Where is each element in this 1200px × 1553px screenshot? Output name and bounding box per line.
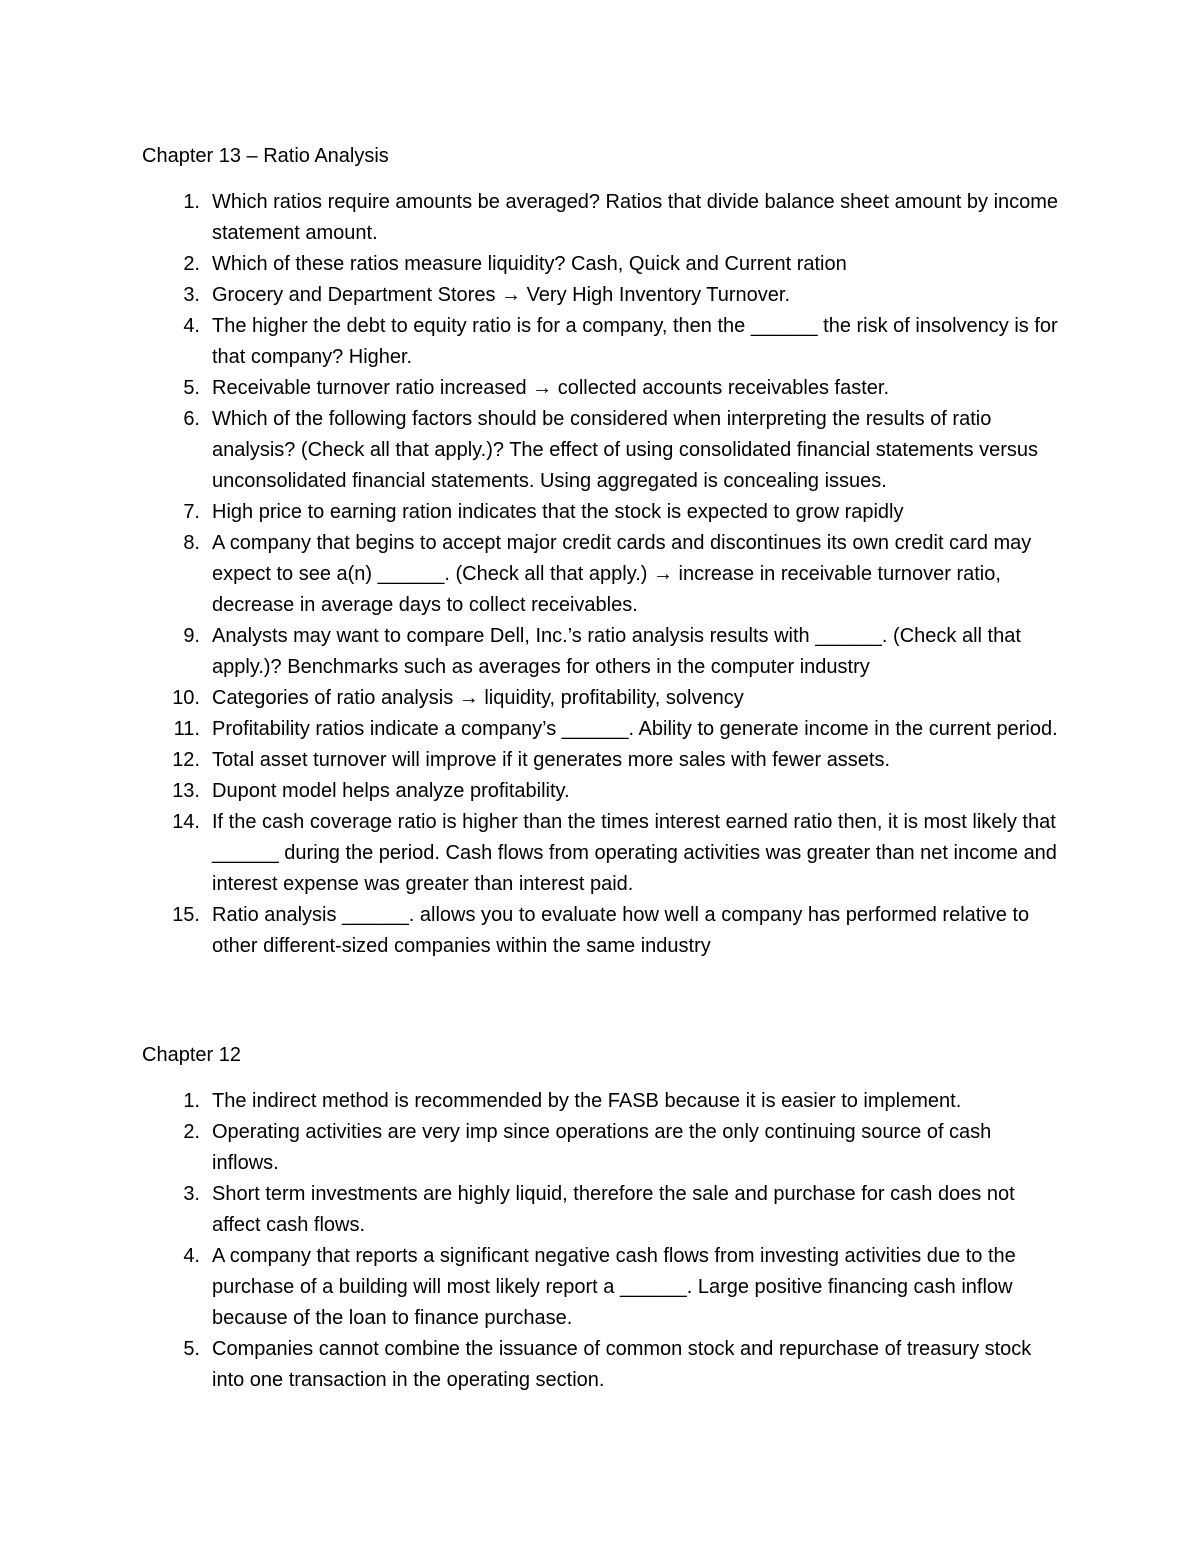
- item-number: 7.: [183, 501, 200, 523]
- chapter-12-question-list: [142, 1086, 1062, 1396]
- item-number: 1.: [183, 191, 200, 213]
- item-number: 5.: [183, 1338, 200, 1360]
- chapter-12-title: Chapter 12: [142, 1044, 241, 1066]
- item-text: Categories of ratio analysis → liquidity, profitability, solvency: [212, 687, 744, 709]
- list-item: [142, 621, 1062, 683]
- list-item: [142, 1179, 1062, 1241]
- item-text: High price to earning ration indicates that the stock is expected to grow rapidly: [212, 501, 904, 523]
- item-text: Total asset turnover will improve if it generates more sales with fewer assets.: [212, 749, 891, 771]
- item-number: 11.: [173, 718, 200, 740]
- item-number: 12.: [172, 749, 200, 771]
- item-text: A company that reports a significant negative cash flows from investing activities due to the purchase of a building will most likely report a ______. Large positive financing cash inflow because of the loan to finance purchase.: [212, 1245, 1016, 1329]
- item-text: Grocery and Department Stores → Very High Inventory Turnover.: [212, 284, 791, 306]
- item-text: Analysts may want to compare Dell, Inc.’s ratio analysis results with ______. (Check all that apply.)? Benchmarks such as averages for others in the computer industry: [212, 625, 1021, 678]
- item-number: 15.: [172, 904, 200, 926]
- list-item: [142, 776, 1062, 807]
- item-text: Which of the following factors should be considered when interpreting the results of ratio analysis? (Check all that apply.)? The effect of using consolidated financial statements versus unconsolidated financial statements. Using aggregated is concealing issues.: [212, 408, 1039, 492]
- item-text: Which ratios require amounts be averaged? Ratios that divide balance sheet amount by income statement amount.: [212, 191, 1059, 244]
- item-text: Receivable turnover ratio increased → collected accounts receivables faster.: [212, 377, 890, 399]
- chapter-13-title: Chapter 13 – Ratio Analysis: [142, 145, 389, 167]
- item-number: 5.: [183, 377, 200, 399]
- item-text: Profitability ratios indicate a company’s ______. Ability to generate income in the current period.: [212, 718, 1058, 740]
- item-number: 14.: [172, 811, 200, 833]
- list-item: [142, 528, 1062, 621]
- item-number: 1.: [183, 1090, 200, 1112]
- item-text: Short term investments are highly liquid, therefore the sale and purchase for cash does not affect cash flows.: [212, 1183, 1015, 1236]
- item-text: The higher the debt to equity ratio is for a company, then the ______ the risk of insolvency is for that company? Higher.: [212, 315, 1058, 368]
- item-number: 3.: [183, 284, 200, 306]
- item-text: The indirect method is recommended by the FASB because it is easier to implement.: [212, 1090, 962, 1112]
- item-text: Companies cannot combine the issuance of common stock and repurchase of treasury stock into one transaction in the operating section.: [212, 1338, 1032, 1391]
- item-number: 2.: [183, 253, 200, 275]
- item-number: 9.: [183, 625, 200, 647]
- item-number: 4.: [183, 1245, 200, 1267]
- item-number: 8.: [183, 532, 200, 554]
- item-text: Operating activities are very imp since operations are the only continuing source of cash inflows.: [212, 1121, 992, 1174]
- item-number: 3.: [183, 1183, 200, 1205]
- list-item: [142, 249, 1062, 280]
- item-text: Ratio analysis ______. allows you to evaluate how well a company has performed relative to other different-sized companies within the same industry: [212, 904, 1030, 957]
- list-item: [142, 280, 1062, 311]
- item-number: 2.: [183, 1121, 200, 1143]
- list-item: [142, 187, 1062, 249]
- list-item: [142, 404, 1062, 497]
- list-item: [142, 311, 1062, 373]
- list-item: [142, 900, 1062, 962]
- item-number: 13.: [172, 780, 200, 802]
- item-number: 10.: [172, 687, 200, 709]
- list-item: [142, 373, 1062, 404]
- item-text: A company that begins to accept major credit cards and discontinues its own credit card may expect to see a(n) ______. (Check all that apply.) → increase in receivable turnover ratio, decrease in average days to collect receivables.: [212, 532, 1032, 616]
- list-item: [142, 1334, 1062, 1396]
- list-item: [142, 683, 1062, 714]
- list-item: [142, 497, 1062, 528]
- chapter-13-question-list: [142, 187, 1062, 962]
- item-text: Which of these ratios measure liquidity? Cash, Quick and Current ration: [212, 253, 847, 275]
- item-text: If the cash coverage ratio is higher than the times interest earned ratio then, it is most likely that ______ during the period. Cash flows from operating activities was greater than net income and interest expense was greater than interest paid.: [212, 811, 1057, 895]
- item-number: 6.: [183, 408, 200, 430]
- list-item: [142, 714, 1062, 745]
- item-number: 4.: [183, 315, 200, 337]
- list-item: [142, 1241, 1062, 1334]
- list-item: [142, 1086, 1062, 1117]
- item-text: Dupont model helps analyze profitability.: [212, 780, 570, 802]
- list-item: [142, 1117, 1062, 1179]
- list-item: [142, 807, 1062, 900]
- list-item: [142, 745, 1062, 776]
